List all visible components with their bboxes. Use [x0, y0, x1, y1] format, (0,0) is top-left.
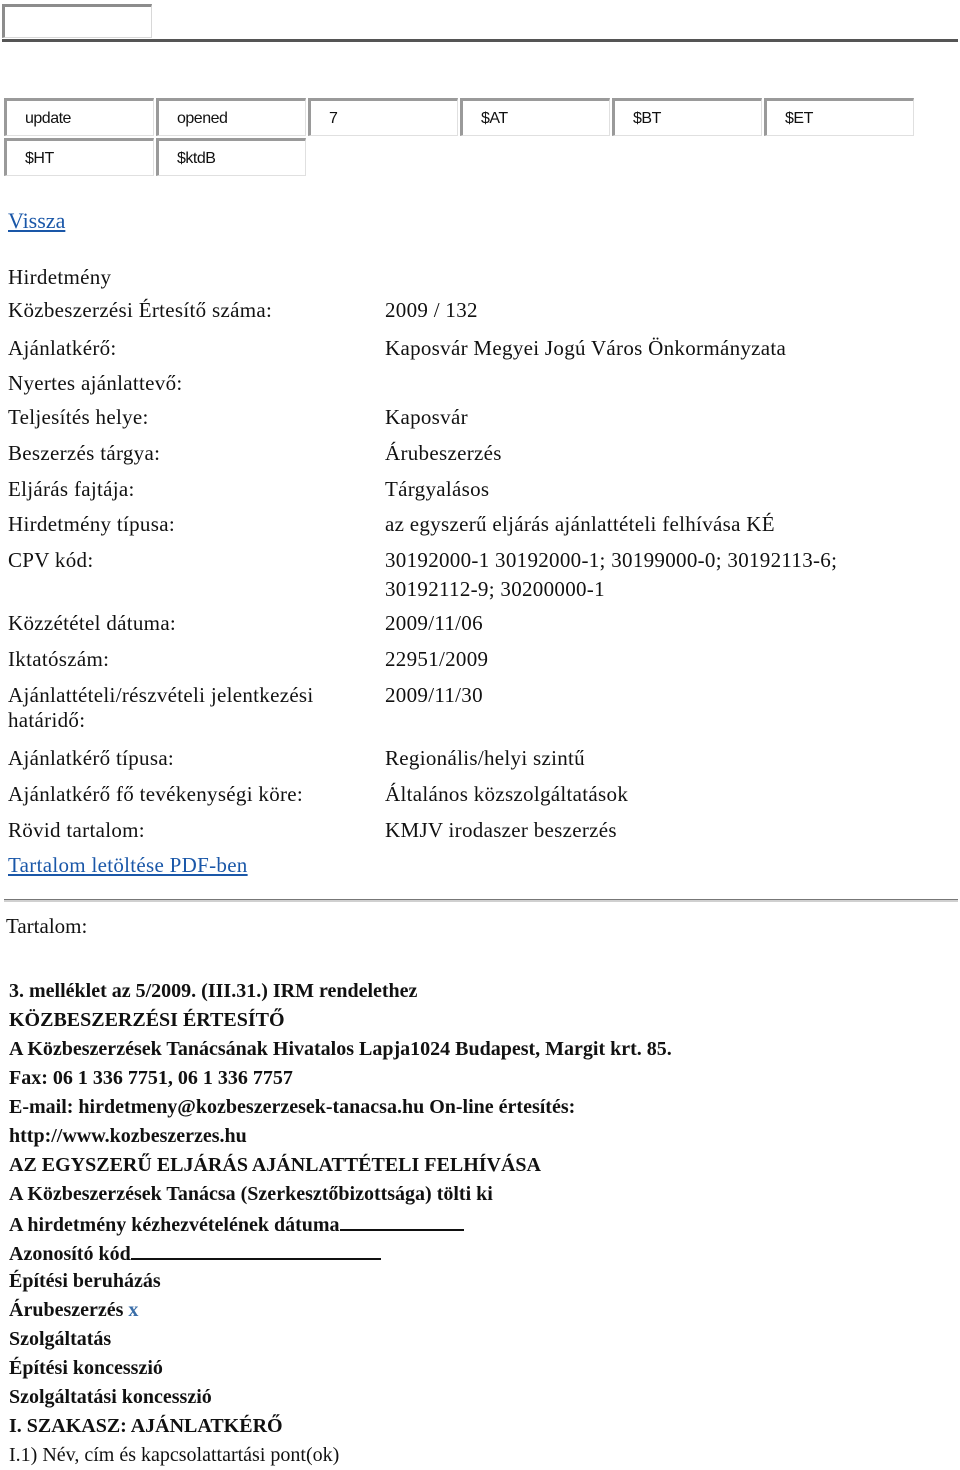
field-cell: update [4, 98, 154, 136]
detail-label-place-of-performance: Teljesítés helye: [8, 405, 149, 429]
detail-label-short-content: Rövid tartalom: [8, 818, 145, 842]
detail-value-publication-date: 2009/11/06 [385, 611, 483, 635]
annex-reference: 3. melléklet az 5/2009. (III.31.) IRM rendelethez [9, 980, 418, 1002]
field-cell: $BT [612, 98, 762, 136]
detail-label-notice-type: Hirdetmény típusa: [8, 512, 175, 536]
detail-value-contracting-authority: Kaposvár Megyei Jogú Város Önkormányzata [385, 336, 787, 360]
option-services: Szolgáltatás [9, 1328, 112, 1350]
board-fill-note: A Közbeszerzések Tanácsa (Szerkesztőbizottsága) tölti ki [9, 1183, 493, 1205]
field-cell: $ktdB [156, 138, 306, 176]
top-divider [2, 39, 958, 42]
option-works-concession: Építési koncesszió [9, 1357, 163, 1379]
option-supplies [9, 1296, 949, 1325]
detail-label-cpv-code: CPV kód: [8, 548, 94, 572]
publisher-address: A Közbeszerzések Tanácsának Hivatalos Lapja1024 Budapest, Margit krt. 85. [9, 1038, 672, 1060]
section-title: Hirdetmény [8, 265, 112, 289]
field-row [4, 138, 916, 176]
selected-mark: x [128, 1299, 139, 1321]
top-empty-box [2, 4, 152, 38]
detail-value-short-content: KMJV irodaszer beszerzés [385, 818, 617, 842]
deadline-label-line: határidő: [8, 708, 86, 732]
detail-label-file-number: Iktatószám: [8, 647, 110, 671]
content-label: Tartalom: [6, 914, 88, 938]
detail-label-publication-date: Közzététel dátuma: [8, 611, 177, 635]
identifier-blank [131, 1238, 381, 1260]
field-cell: $ET [764, 98, 914, 136]
detail-label-notice-number: Közbeszerzési Értesítő száma: [8, 298, 273, 322]
receipt-date-blank [340, 1209, 464, 1231]
option-services-concession: Szolgáltatási koncesszió [9, 1386, 212, 1408]
field-cell: $HT [4, 138, 154, 176]
detail-value-authority-type: Regionális/helyi szintű [385, 746, 585, 770]
detail-label-winning-bidder: Nyertes ajánlattevő: [8, 371, 183, 395]
notice-heading: AZ EGYSZERŰ ELJÁRÁS AJÁNLATTÉTELI FELHÍVÁSA [9, 1154, 541, 1176]
identifier-line [9, 1238, 949, 1267]
detail-value-main-activity: Általános közszolgáltatások [385, 782, 629, 806]
publication-name: KÖZBESZERZÉSI ÉRTESÍTŐ [9, 1009, 285, 1031]
detail-value-cpv-code [385, 548, 837, 602]
field-code-table [4, 98, 916, 178]
receipt-date-label: A hirdetmény kézhezvételének dátuma [9, 1214, 340, 1236]
detail-value-deadline: 2009/11/30 [385, 683, 483, 707]
section-one-heading: I. SZAKASZ: AJÁNLATKÉRŐ [9, 1415, 283, 1437]
back-link[interactable]: Vissza [8, 208, 66, 233]
cpv-line: 30192112-9; 30200000-1 [385, 577, 605, 601]
pdf-download-link[interactable]: Tartalom letöltése PDF-ben [8, 853, 248, 877]
option-supplies-label: Árubeszerzés [9, 1299, 124, 1321]
detail-label-main-activity: Ajánlatkérő fő tevékenységi köre: [8, 782, 304, 806]
cpv-line: 30192000-1 30192000-1; 30199000-0; 30192113-6; [385, 548, 838, 572]
field-cell: opened [156, 98, 306, 136]
detail-label-contracting-authority: Ajánlatkérő: [8, 336, 117, 360]
field-cell: $AT [460, 98, 610, 136]
detail-value-notice-type: az egyszerű eljárás ajánlattételi felhívása KÉ [385, 512, 775, 536]
detail-value-procedure-type: Tárgyalásos [385, 477, 490, 501]
content-divider [4, 899, 958, 902]
publisher-email: E-mail: hirdetmeny@kozbeszerzesek-tanacsa.hu On-line értesítés: [9, 1096, 576, 1118]
receipt-date-line [9, 1209, 949, 1238]
notice-content [9, 977, 949, 1470]
publisher-fax: Fax: 06 1 336 7751, 06 1 336 7757 [9, 1067, 293, 1089]
deadline-label-line: Ajánlattételi/részvételi jelentkezési [8, 683, 314, 707]
field-cell: 7 [308, 98, 458, 136]
field-row [4, 98, 916, 136]
detail-label-procedure-type: Eljárás fajtája: [8, 477, 135, 501]
detail-label-deadline [8, 683, 314, 733]
detail-value-notice-number: 2009 / 132 [385, 298, 478, 322]
detail-value-file-number: 22951/2009 [385, 647, 489, 671]
detail-value-place-of-performance: Kaposvár [385, 405, 468, 429]
detail-label-authority-type: Ajánlatkérő típusa: [8, 746, 175, 770]
detail-label-procurement-subject: Beszerzés tárgya: [8, 441, 161, 465]
identifier-label: Azonosító kód [9, 1243, 131, 1265]
publisher-website: http://www.kozbeszerzes.hu [9, 1125, 247, 1147]
section-one-subheading: I.1) Név, cím és kapcsolattartási pont(ok) [9, 1444, 340, 1466]
detail-value-procurement-subject: Árubeszerzés [385, 441, 502, 465]
pdf-download-link-wrap [8, 853, 248, 878]
option-works: Építési beruházás [9, 1270, 161, 1292]
